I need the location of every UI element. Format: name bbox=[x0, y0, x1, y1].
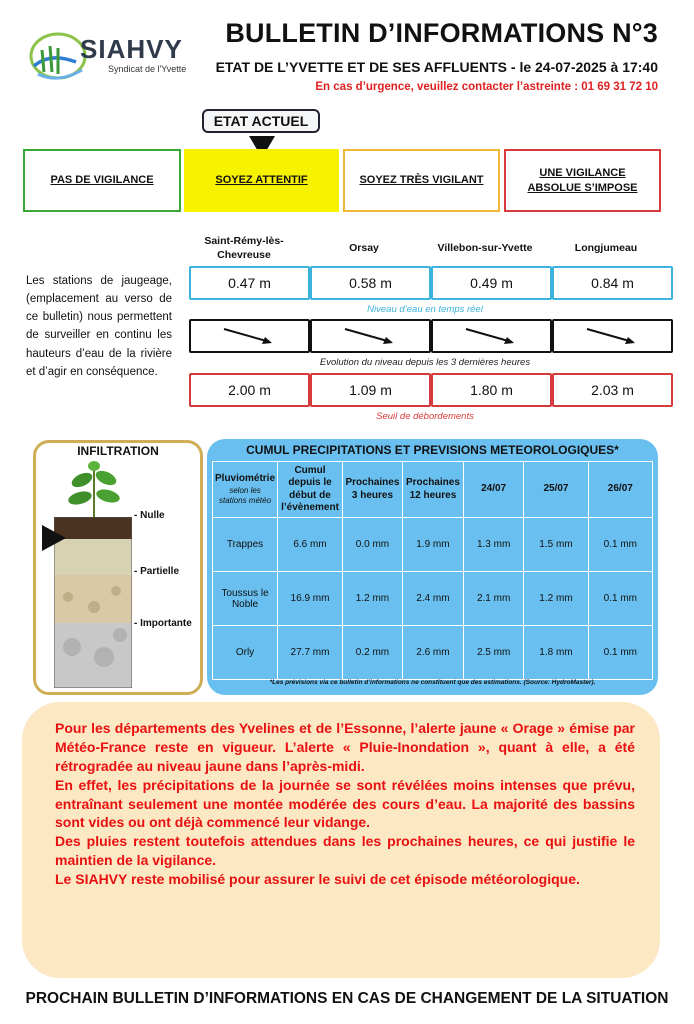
message-paragraph: Des pluies restent toutefois attendues dans les prochaines heures, ce qui justifie le maintien de la vigilance. bbox=[55, 833, 635, 869]
table-header bbox=[213, 462, 278, 518]
infiltration-arrow-icon bbox=[42, 525, 66, 551]
vigilance-level-none bbox=[23, 149, 181, 212]
threshold-caption: Seuil de débordements bbox=[376, 411, 474, 422]
arrow-down-right-icon bbox=[583, 325, 643, 347]
table-header-sublabel: selon les stations météo bbox=[219, 485, 272, 505]
table-cell-station: Toussus le Noble bbox=[213, 572, 278, 626]
station-name: Saint-Rémy-lès-Chevreuse bbox=[204, 235, 284, 262]
water-level-box: 0.84 m bbox=[552, 266, 673, 300]
table-header-label: Pluviométrie bbox=[215, 473, 276, 485]
table-header: Prochaines 3 heures bbox=[342, 462, 402, 518]
water-level-box: 0.47 m bbox=[189, 266, 310, 300]
vigilance-level-absolute bbox=[504, 149, 661, 212]
vigilance-level-very-vigilant bbox=[343, 149, 500, 212]
vigilance-level-label: PAS DE VIGILANCE bbox=[50, 174, 154, 187]
water-level-caption: Niveau d’eau en temps réel bbox=[367, 304, 483, 315]
table-header: 24/07 bbox=[463, 462, 523, 518]
logo-name: SIAHVY bbox=[80, 34, 183, 64]
message-text bbox=[55, 719, 635, 889]
bulletin-subtitle: ETAT DE L’YVETTE ET DE SES AFFLUENTS - le 24-07-2025 à 17:40 bbox=[215, 59, 658, 75]
current-state-label: ETAT ACTUEL bbox=[202, 109, 320, 133]
arrow-down-right-icon bbox=[462, 325, 522, 347]
table-header: 26/07 bbox=[588, 462, 652, 518]
table-cell: 0.2 mm bbox=[342, 626, 402, 680]
table-cell: 0.0 mm bbox=[342, 518, 402, 572]
table-cell: 2.6 mm bbox=[402, 626, 463, 680]
precipitation-note: *Les prévisions via ce bulletin d’informations ne constituent que des estimations. (Source: HydroMaster). bbox=[269, 679, 596, 686]
table-cell-station: Trappes bbox=[213, 518, 278, 572]
table-cell: 0.1 mm bbox=[588, 626, 652, 680]
logo-emblem-icon bbox=[28, 22, 88, 84]
arrow-down-right-icon bbox=[341, 325, 401, 347]
bulletin-title: BULLETIN D’INFORMATIONS N°3 bbox=[225, 18, 658, 48]
table-cell: 1.9 mm bbox=[402, 518, 463, 572]
table-row bbox=[213, 626, 653, 680]
trend-box bbox=[431, 319, 552, 353]
arrow-down-right-icon bbox=[220, 325, 280, 347]
siahvy-logo bbox=[28, 22, 198, 92]
infiltration-level-label: Partielle bbox=[140, 566, 180, 577]
trend-box bbox=[189, 319, 310, 353]
infiltration-level: - Partielle bbox=[134, 566, 180, 577]
infiltration-level: - Nulle bbox=[134, 510, 165, 521]
table-header: 25/07 bbox=[524, 462, 588, 518]
table-cell: 2.1 mm bbox=[463, 572, 523, 626]
station-name: Longjumeau bbox=[574, 242, 638, 254]
station-name: Orsay bbox=[349, 242, 379, 254]
vigilance-level-attentive bbox=[184, 149, 339, 212]
table-cell: 1.8 mm bbox=[524, 626, 588, 680]
infiltration-level: - Importante bbox=[134, 618, 192, 629]
table-cell: 2.4 mm bbox=[402, 572, 463, 626]
table-cell: 1.2 mm bbox=[342, 572, 402, 626]
table-header: Cumul depuis le début de l’évènement bbox=[278, 462, 343, 518]
table-header: Prochaines 12 heures bbox=[402, 462, 463, 518]
station-name: Villebon-sur-Yvette bbox=[437, 242, 533, 254]
table-cell-station: Orly bbox=[213, 626, 278, 680]
trend-box bbox=[552, 319, 673, 353]
table-cell: 27.7 mm bbox=[278, 626, 343, 680]
table-cell: 6.6 mm bbox=[278, 518, 343, 572]
trend-box bbox=[310, 319, 431, 353]
message-paragraph: Pour les départements des Yvelines et de l’Essonne, l’alerte jaune « Orage » émise par Météo-France reste en vigueur. L’alerte « Pluie-Inondation », quant à elle, a été rétrogradée au niveau jaune dans l’après-midi. bbox=[55, 720, 635, 774]
table-cell: 1.3 mm bbox=[463, 518, 523, 572]
vigilance-level-label: SOYEZ ATTENTIF bbox=[215, 174, 308, 187]
stations-intro: Les stations de jaugeage, (emplacement au verso de ce bulletin) nous permettent de surveiller en continu les hauteurs d’eau de la rivière et d’agir en conséquence. bbox=[26, 275, 172, 378]
table-cell: 2.5 mm bbox=[463, 626, 523, 680]
infiltration-level-label: Importante bbox=[140, 618, 192, 629]
water-level-box: 0.49 m bbox=[431, 266, 552, 300]
threshold-box: 1.09 m bbox=[310, 373, 431, 407]
table-row bbox=[213, 518, 653, 572]
emergency-contact: En cas d’urgence, veuillez contacter l’astreinte : 01 69 31 72 10 bbox=[315, 81, 658, 93]
threshold-box: 2.00 m bbox=[189, 373, 310, 407]
vigilance-level-label: UNE VIGILANCE ABSOLUE S’IMPOSE bbox=[527, 166, 638, 194]
table-cell: 1.2 mm bbox=[524, 572, 588, 626]
message-paragraph: En effet, les précipitations de la journée se sont révélées moins intenses que prévu, entraînant seulement une montée modérée des cours d’eau. La majorité des bassins sont vides ou ont déjà commencé leur vidange. bbox=[55, 776, 635, 831]
next-bulletin-footer: PROCHAIN BULLETIN D’INFORMATIONS EN CAS DE CHANGEMENT DE LA SITUATION bbox=[25, 990, 669, 1007]
trend-caption: Evolution du niveau depuis les 3 dernières heures bbox=[319, 357, 531, 368]
water-level-box: 0.58 m bbox=[310, 266, 431, 300]
vigilance-level-label: SOYEZ TRÈS VIGILANT bbox=[359, 174, 484, 187]
precipitation-title: CUMUL PRECIPITATIONS ET PREVISIONS METEOROLOGIQUES* bbox=[246, 443, 619, 457]
table-header-row bbox=[213, 462, 653, 518]
table-row bbox=[213, 572, 653, 626]
plant-icon bbox=[68, 460, 120, 520]
table-cell: 1.5 mm bbox=[524, 518, 588, 572]
table-cell: 0.1 mm bbox=[588, 572, 652, 626]
precipitation-table bbox=[212, 461, 653, 680]
table-cell: 0.1 mm bbox=[588, 518, 652, 572]
message-paragraph: Le SIAHVY reste mobilisé pour assurer le suivi de cet épisode météorologique. bbox=[55, 871, 580, 888]
logo-subtitle: Syndicat de l'Yvette bbox=[108, 64, 187, 74]
threshold-box: 1.80 m bbox=[431, 373, 552, 407]
table-cell: 16.9 mm bbox=[278, 572, 343, 626]
infiltration-title: INFILTRATION bbox=[77, 444, 159, 458]
infiltration-level-label: Nulle bbox=[140, 510, 165, 521]
threshold-box: 2.03 m bbox=[552, 373, 673, 407]
